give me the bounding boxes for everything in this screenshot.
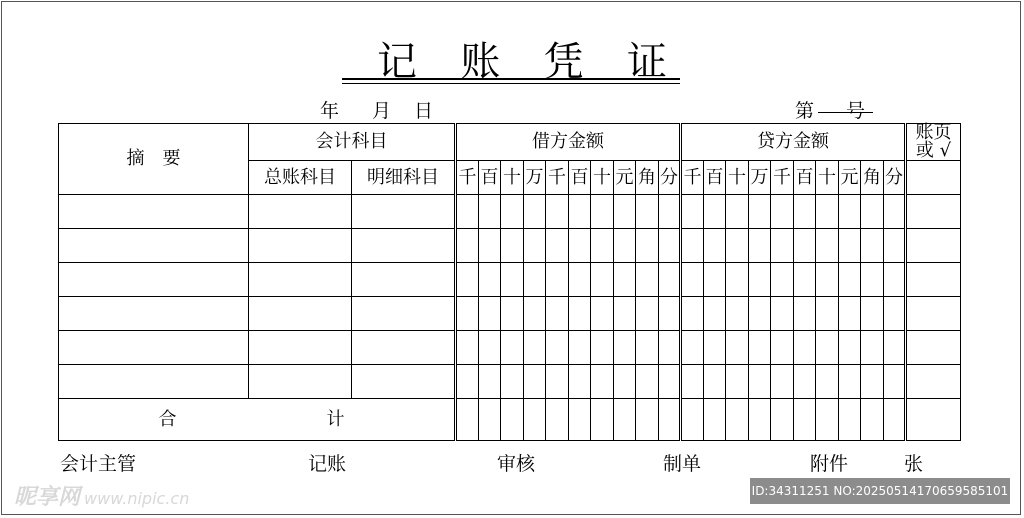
debit-digit-cell[interactable] bbox=[524, 365, 546, 399]
debit-digit-cell[interactable] bbox=[501, 331, 524, 365]
check-header-top: 账页 bbox=[915, 122, 952, 143]
debit-digit-cell[interactable] bbox=[569, 229, 591, 263]
debit-digit-cell[interactable] bbox=[591, 399, 614, 441]
total-label-right: 计 bbox=[326, 408, 345, 430]
debit-digit-cell[interactable] bbox=[614, 229, 636, 263]
total-row bbox=[59, 399, 961, 441]
credit-digit-cell[interactable] bbox=[726, 331, 749, 365]
credit-digit-cell[interactable] bbox=[816, 365, 839, 399]
credit-digit-cell[interactable] bbox=[839, 263, 861, 297]
debit-digit-cell[interactable] bbox=[546, 195, 569, 229]
credit-digit-cell[interactable] bbox=[771, 195, 794, 229]
title-char: 记 bbox=[377, 39, 417, 85]
summary-cell[interactable] bbox=[59, 229, 249, 263]
credit-digit-cell[interactable] bbox=[884, 297, 906, 331]
credit-amount-header: 贷方金额 bbox=[681, 124, 906, 161]
credit-digit-cell[interactable] bbox=[839, 229, 861, 263]
debit-digit-cell[interactable] bbox=[546, 297, 569, 331]
credit-unit-label: 百 bbox=[704, 161, 726, 195]
credit-digit-cell[interactable] bbox=[861, 263, 884, 297]
debit-digit-cell[interactable] bbox=[456, 229, 479, 263]
footer-bookkeeper: 记账 bbox=[308, 453, 347, 475]
credit-digit-cell[interactable] bbox=[681, 331, 704, 365]
entry-row bbox=[59, 263, 961, 297]
debit-unit-label: 百 bbox=[479, 161, 501, 195]
debit-digit-cell[interactable] bbox=[591, 263, 614, 297]
check-header-bottom: 或 √ bbox=[915, 140, 952, 161]
credit-digit-cell[interactable] bbox=[861, 195, 884, 229]
debit-digit-cell[interactable] bbox=[456, 365, 479, 399]
credit-digit-cell[interactable] bbox=[749, 263, 771, 297]
entry-row bbox=[59, 195, 961, 229]
detail-account-cell[interactable] bbox=[352, 263, 456, 297]
credit-digit-cell[interactable] bbox=[839, 195, 861, 229]
credit-digit-cell[interactable] bbox=[839, 297, 861, 331]
credit-digit-cell[interactable] bbox=[704, 297, 726, 331]
debit-digit-cell[interactable] bbox=[569, 365, 591, 399]
credit-digit-cell[interactable] bbox=[771, 229, 794, 263]
detail-account-cell[interactable] bbox=[352, 365, 456, 399]
debit-digit-cell[interactable] bbox=[569, 297, 591, 331]
credit-digit-cell[interactable] bbox=[816, 229, 839, 263]
credit-digit-cell[interactable] bbox=[704, 263, 726, 297]
detail-account-cell[interactable] bbox=[352, 195, 456, 229]
watermark-id: ID:34311251 NO:20250514170659585101 bbox=[750, 478, 1010, 504]
debit-unit-label: 十 bbox=[501, 161, 524, 195]
page-title bbox=[372, 30, 672, 85]
credit-digit-cell[interactable] bbox=[884, 331, 906, 365]
total-label-cell bbox=[59, 399, 456, 441]
debit-digit-cell[interactable] bbox=[501, 263, 524, 297]
debit-digit-cell[interactable] bbox=[636, 263, 659, 297]
debit-digit-cell[interactable] bbox=[524, 195, 546, 229]
credit-digit-cell[interactable] bbox=[704, 399, 726, 441]
debit-unit-label: 十 bbox=[591, 161, 614, 195]
credit-digit-cell[interactable] bbox=[681, 263, 704, 297]
credit-unit-label: 分 bbox=[884, 161, 906, 195]
debit-digit-cell[interactable] bbox=[591, 229, 614, 263]
check-cell[interactable] bbox=[906, 365, 961, 399]
debit-unit-label: 千 bbox=[456, 161, 479, 195]
debit-digit-cell[interactable] bbox=[479, 297, 501, 331]
debit-digit-cell[interactable] bbox=[524, 263, 546, 297]
credit-digit-cell[interactable] bbox=[749, 297, 771, 331]
check-cell[interactable] bbox=[906, 161, 961, 195]
footer-preparer: 制单 bbox=[663, 453, 702, 475]
date-year: 年 bbox=[320, 100, 340, 122]
credit-digit-cell[interactable] bbox=[681, 365, 704, 399]
debit-digit-cell[interactable] bbox=[479, 229, 501, 263]
general-account-cell[interactable] bbox=[249, 229, 352, 263]
debit-digit-cell[interactable] bbox=[591, 195, 614, 229]
debit-unit-label: 角 bbox=[636, 161, 659, 195]
credit-digit-cell[interactable] bbox=[884, 399, 906, 441]
credit-digit-cell[interactable] bbox=[816, 297, 839, 331]
credit-digit-cell[interactable] bbox=[861, 331, 884, 365]
debit-digit-cell[interactable] bbox=[636, 195, 659, 229]
debit-digit-cell[interactable] bbox=[636, 297, 659, 331]
total-label-left: 合 bbox=[158, 408, 177, 430]
debit-amount-header: 借方金额 bbox=[456, 124, 681, 161]
debit-unit-label: 百 bbox=[569, 161, 591, 195]
credit-digit-cell[interactable] bbox=[726, 365, 749, 399]
credit-digit-cell[interactable] bbox=[839, 365, 861, 399]
credit-digit-cell[interactable] bbox=[704, 229, 726, 263]
credit-digit-cell[interactable] bbox=[794, 331, 816, 365]
footer-reviewer: 审核 bbox=[497, 453, 536, 475]
credit-unit-label: 角 bbox=[861, 161, 884, 195]
debit-digit-cell[interactable] bbox=[546, 399, 569, 441]
credit-digit-cell[interactable] bbox=[861, 365, 884, 399]
debit-digit-cell[interactable] bbox=[479, 195, 501, 229]
debit-digit-cell[interactable] bbox=[524, 399, 546, 441]
credit-digit-cell[interactable] bbox=[726, 229, 749, 263]
debit-digit-cell[interactable] bbox=[501, 229, 524, 263]
summary-cell[interactable] bbox=[59, 365, 249, 399]
credit-unit-label: 百 bbox=[794, 161, 816, 195]
credit-digit-cell[interactable] bbox=[816, 263, 839, 297]
credit-digit-cell[interactable] bbox=[681, 229, 704, 263]
credit-digit-cell[interactable] bbox=[884, 263, 906, 297]
debit-digit-cell[interactable] bbox=[636, 229, 659, 263]
debit-digit-cell[interactable] bbox=[569, 331, 591, 365]
credit-digit-cell[interactable] bbox=[726, 399, 749, 441]
credit-digit-cell[interactable] bbox=[771, 297, 794, 331]
credit-unit-label: 十 bbox=[816, 161, 839, 195]
debit-digit-cell[interactable] bbox=[636, 365, 659, 399]
debit-digit-cell[interactable] bbox=[591, 331, 614, 365]
debit-digit-cell[interactable] bbox=[479, 399, 501, 441]
credit-digit-cell[interactable] bbox=[726, 263, 749, 297]
serial-suffix: 号 bbox=[846, 100, 866, 122]
summary-cell[interactable] bbox=[59, 331, 249, 365]
debit-digit-cell[interactable] bbox=[501, 365, 524, 399]
title-char: 账 bbox=[460, 39, 501, 85]
debit-digit-cell[interactable] bbox=[569, 399, 591, 441]
debit-digit-cell[interactable] bbox=[456, 263, 479, 297]
check-cell[interactable] bbox=[906, 297, 961, 331]
debit-unit-label: 分 bbox=[659, 161, 681, 195]
title-char: 证 bbox=[626, 39, 667, 85]
credit-digit-cell[interactable] bbox=[884, 365, 906, 399]
debit-digit-cell[interactable] bbox=[456, 331, 479, 365]
debit-digit-cell[interactable] bbox=[569, 263, 591, 297]
credit-digit-cell[interactable] bbox=[771, 263, 794, 297]
credit-digit-cell[interactable] bbox=[681, 399, 704, 441]
voucher-table bbox=[58, 123, 961, 441]
credit-unit-label: 元 bbox=[839, 161, 861, 195]
debit-digit-cell[interactable] bbox=[501, 297, 524, 331]
credit-unit-label: 十 bbox=[726, 161, 749, 195]
credit-digit-cell[interactable] bbox=[861, 229, 884, 263]
watermark-logo bbox=[14, 480, 189, 511]
general-account-cell[interactable] bbox=[249, 331, 352, 365]
serial-prefix: 第 bbox=[795, 100, 815, 122]
title-char: 凭 bbox=[543, 39, 584, 85]
credit-digit-cell[interactable] bbox=[704, 331, 726, 365]
credit-digit-cell[interactable] bbox=[794, 195, 816, 229]
credit-digit-cell[interactable] bbox=[884, 229, 906, 263]
credit-digit-cell[interactable] bbox=[816, 195, 839, 229]
credit-digit-cell[interactable] bbox=[681, 297, 704, 331]
debit-digit-cell[interactable] bbox=[614, 331, 636, 365]
debit-digit-cell[interactable] bbox=[659, 229, 681, 263]
debit-digit-cell[interactable] bbox=[501, 399, 524, 441]
debit-digit-cell[interactable] bbox=[659, 365, 681, 399]
credit-unit-label: 千 bbox=[681, 161, 704, 195]
general-account-cell[interactable] bbox=[249, 297, 352, 331]
date-month: 月 bbox=[372, 100, 392, 122]
credit-digit-cell[interactable] bbox=[794, 399, 816, 441]
general-account-header: 总账科目 bbox=[249, 161, 352, 195]
check-cell[interactable] bbox=[906, 229, 961, 263]
debit-unit-label: 万 bbox=[524, 161, 546, 195]
credit-digit-cell[interactable] bbox=[726, 297, 749, 331]
credit-digit-cell[interactable] bbox=[794, 365, 816, 399]
debit-digit-cell[interactable] bbox=[614, 365, 636, 399]
credit-digit-cell[interactable] bbox=[816, 399, 839, 441]
summary-cell[interactable] bbox=[59, 263, 249, 297]
entry-row bbox=[59, 331, 961, 365]
credit-digit-cell[interactable] bbox=[794, 263, 816, 297]
credit-digit-cell[interactable] bbox=[749, 195, 771, 229]
header-row bbox=[59, 124, 961, 161]
debit-digit-cell[interactable] bbox=[456, 399, 479, 441]
credit-unit-label: 万 bbox=[749, 161, 771, 195]
general-account-cell[interactable] bbox=[249, 365, 352, 399]
watermark-url: www.nipic.cn bbox=[84, 489, 190, 508]
debit-digit-cell[interactable] bbox=[524, 331, 546, 365]
credit-digit-cell[interactable] bbox=[749, 399, 771, 441]
credit-digit-cell[interactable] bbox=[704, 365, 726, 399]
summary-cell[interactable] bbox=[59, 297, 249, 331]
debit-digit-cell[interactable] bbox=[636, 399, 659, 441]
debit-digit-cell[interactable] bbox=[614, 263, 636, 297]
debit-digit-cell[interactable] bbox=[479, 365, 501, 399]
debit-digit-cell[interactable] bbox=[569, 195, 591, 229]
summary-header: 摘 要 bbox=[59, 124, 249, 195]
footer-supervisor: 会计主管 bbox=[60, 453, 137, 475]
debit-digit-cell[interactable] bbox=[614, 297, 636, 331]
credit-digit-cell[interactable] bbox=[861, 297, 884, 331]
summary-cell[interactable] bbox=[59, 195, 249, 229]
entry-row bbox=[59, 365, 961, 399]
debit-unit-label: 元 bbox=[614, 161, 636, 195]
credit-digit-cell[interactable] bbox=[749, 365, 771, 399]
detail-account-cell[interactable] bbox=[352, 229, 456, 263]
detail-account-header: 明细科目 bbox=[352, 161, 456, 195]
debit-digit-cell[interactable] bbox=[524, 297, 546, 331]
accounting-subject-header: 会计科目 bbox=[249, 124, 456, 161]
detail-account-cell[interactable] bbox=[352, 331, 456, 365]
credit-digit-cell[interactable] bbox=[681, 195, 704, 229]
watermark-brand: 昵享网 bbox=[14, 485, 81, 510]
debit-digit-cell[interactable] bbox=[456, 297, 479, 331]
credit-digit-cell[interactable] bbox=[861, 399, 884, 441]
credit-digit-cell[interactable] bbox=[749, 229, 771, 263]
debit-digit-cell[interactable] bbox=[546, 365, 569, 399]
debit-digit-cell[interactable] bbox=[614, 195, 636, 229]
debit-digit-cell[interactable] bbox=[546, 229, 569, 263]
credit-digit-cell[interactable] bbox=[839, 331, 861, 365]
check-cell[interactable] bbox=[906, 263, 961, 297]
title-underline bbox=[342, 78, 680, 80]
debit-digit-cell[interactable] bbox=[659, 297, 681, 331]
general-account-cell[interactable] bbox=[249, 263, 352, 297]
credit-digit-cell[interactable] bbox=[816, 331, 839, 365]
credit-digit-cell[interactable] bbox=[749, 331, 771, 365]
title-underline bbox=[342, 83, 680, 84]
detail-account-cell[interactable] bbox=[352, 297, 456, 331]
check-cell[interactable] bbox=[906, 195, 961, 229]
debit-digit-cell[interactable] bbox=[591, 365, 614, 399]
debit-digit-cell[interactable] bbox=[501, 195, 524, 229]
credit-digit-cell[interactable] bbox=[794, 297, 816, 331]
credit-digit-cell[interactable] bbox=[839, 399, 861, 441]
credit-digit-cell[interactable] bbox=[726, 195, 749, 229]
credit-digit-cell[interactable] bbox=[771, 365, 794, 399]
credit-digit-cell[interactable] bbox=[771, 331, 794, 365]
check-cell[interactable] bbox=[906, 399, 961, 441]
credit-digit-cell[interactable] bbox=[884, 195, 906, 229]
general-account-cell[interactable] bbox=[249, 195, 352, 229]
debit-digit-cell[interactable] bbox=[614, 399, 636, 441]
debit-digit-cell[interactable] bbox=[479, 331, 501, 365]
entry-row bbox=[59, 297, 961, 331]
check-header bbox=[906, 124, 961, 161]
debit-digit-cell[interactable] bbox=[659, 331, 681, 365]
debit-digit-cell[interactable] bbox=[591, 297, 614, 331]
debit-digit-cell[interactable] bbox=[659, 195, 681, 229]
debit-digit-cell[interactable] bbox=[456, 195, 479, 229]
debit-digit-cell[interactable] bbox=[636, 331, 659, 365]
debit-digit-cell[interactable] bbox=[479, 263, 501, 297]
debit-digit-cell[interactable] bbox=[659, 263, 681, 297]
check-cell[interactable] bbox=[906, 331, 961, 365]
entry-row bbox=[59, 229, 961, 263]
footer-sheets: 张 bbox=[904, 453, 924, 475]
debit-digit-cell[interactable] bbox=[546, 331, 569, 365]
credit-digit-cell[interactable] bbox=[771, 399, 794, 441]
debit-digit-cell[interactable] bbox=[659, 399, 681, 441]
credit-digit-cell[interactable] bbox=[704, 195, 726, 229]
date-day: 日 bbox=[414, 100, 434, 122]
credit-unit-label: 千 bbox=[771, 161, 794, 195]
debit-unit-label: 千 bbox=[546, 161, 569, 195]
debit-digit-cell[interactable] bbox=[524, 229, 546, 263]
debit-digit-cell[interactable] bbox=[546, 263, 569, 297]
footer-attachments: 附件 bbox=[810, 453, 849, 475]
credit-digit-cell[interactable] bbox=[794, 229, 816, 263]
